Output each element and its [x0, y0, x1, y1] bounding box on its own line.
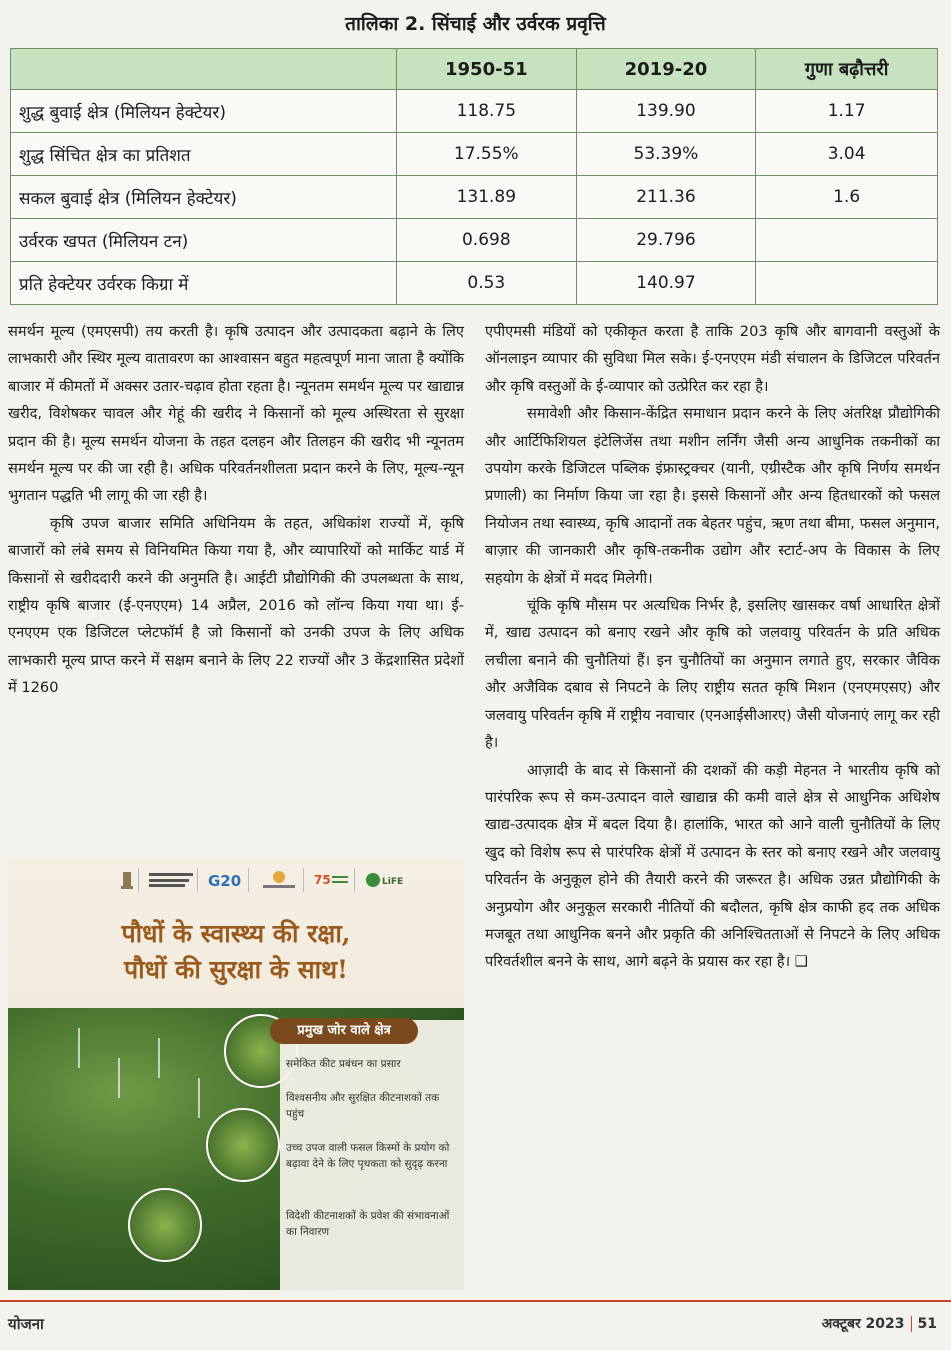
ad-title-line: पौधों की सुरक्षा के साथ!	[123, 955, 349, 984]
emblem-logo	[116, 868, 139, 892]
value-growth	[756, 262, 938, 305]
logo-strip	[116, 866, 404, 894]
sprinkler-icon	[158, 1038, 160, 1078]
value-2019: 140.97	[576, 262, 756, 305]
row-label: उर्वरक खपत (मिलियन टन)	[11, 219, 397, 262]
row-label: शुद्ध बुवाई क्षेत्र (मिलियन हेक्टेयर)	[11, 90, 397, 133]
table-row	[11, 262, 938, 305]
pest-on-plant-photo	[128, 1188, 202, 1262]
value-2019: 53.39%	[576, 133, 756, 176]
value-1950: 0.53	[397, 262, 577, 305]
focus-area-item: उच्च उपज वाली फसल किस्मों के प्रयोग को बढ़ावा देने के लिए पृथकता को सुदृढ़ करना	[286, 1142, 450, 1170]
footer-issue-info	[822, 1314, 937, 1333]
sprinkler-icon	[78, 1028, 80, 1068]
paragraph: कृषि उपज बाजार समिति अधिनियम के तहत, अधिकांश राज्यों में, कृषि बाजारों को लंबे समय से विनियमित किया गया है, और व्यापारियों को मार्किट यार्ड में किसानों से खरीददारी करने की अनुमति है। आईटी प्रौद्योगिकी की उपलब्धता के साथ, राष्ट्रीय कृषि बाजार (ई-एनएएम) 14 अप्रैल, 2016 को लॉन्च किया गया था। ई-एनएएम एक डिजिटल प्लेटफॉर्म है जो किसानों को उनकी उपज के लिए अधिक लाभकारी मूल्य प्राप्त करने में सक्षम बनाने के लिए 22 राज्यों और 3 केंद्रशासित प्रदेशों में 1260	[8, 514, 464, 697]
ad-title	[8, 916, 464, 988]
value-growth: 3.04	[756, 133, 938, 176]
value-2019: 211.36	[576, 176, 756, 219]
table-header-label	[11, 49, 397, 90]
left-column	[8, 318, 464, 702]
table-header-2019: 2019-20	[576, 49, 756, 90]
table-header-1950: 1950-51	[397, 49, 577, 90]
focus-area-item: विश्वसनीय और सुरक्षित कीटनाशकों तक पहुंच	[286, 1092, 440, 1120]
right-column	[485, 318, 940, 976]
table-row	[11, 133, 938, 176]
value-1950: 131.89	[397, 176, 577, 219]
g20-logo	[204, 868, 249, 892]
page-number: 51	[917, 1316, 937, 1332]
life-logo	[361, 868, 403, 892]
paragraph: समर्थन मूल्य (एमएसपी) तय करती है। कृषि उत्पादन और उत्पादकता बढ़ाने के लिए लाभकारी और स्थिर मूल्य वातावरण का आश्वासन बहुत महत्वपूर्ण माना जाता है क्योंकि बाजार में कीमतों में अक्सर उतार-चढ़ाव होता रहता है। न्यूनतम समर्थन मूल्य पर खाद्यान्न खरीद, विशेषकर चावल और गेहूं की खरीद ने किसानों को मूल्य अस्थिरता से सुरक्षा प्रदान की है। मूल्य समर्थन योजना के तहत दलहन और तिलहन की खरीद भी न्यूनतम समर्थन मूल्य पर की जा रही है। अधिक परिवर्तनशीलता प्रदान करने के लिए, मूल्य-न्यून भुगतान पद्धति भी लागू की जा रही है।	[8, 323, 464, 505]
footer-separator	[911, 1316, 912, 1332]
millets-logo	[255, 868, 304, 892]
issue-date: अक्टूबर 2023	[821, 1316, 905, 1332]
sprinkler-icon	[118, 1058, 120, 1098]
value-2019: 29.796	[576, 219, 756, 262]
value-1950: 118.75	[397, 90, 577, 133]
row-label: सकल बुवाई क्षेत्र (मिलियन हेक्टेयर)	[11, 176, 397, 219]
irrigation-fertilizer-table	[10, 48, 938, 305]
paragraph: चूंकि कृषि मौसम पर अत्यधिक निर्भर है, इसलिए खासकर वर्षा आधारित क्षेत्रों में, खाद्य उत्पादन को बनाए रखने और कृषि को जलवायु परिवर्तन के प्रति अधिक लचीला बनाने की चुनौतियां हैं। इन चुनौतियों का अनुमान लगाते हुए, सरकार जैविक और अजैविक दबाव से निपटने के लिए राष्ट्रीय सतत कृषि मिशन (एनएमएसए) और जलवायु परिवर्तन कृषि में राष्ट्रीय नवाचार (एनआईसीआरए) जैसी योजनाएं लागू कर रही है।	[485, 597, 940, 752]
value-growth	[756, 219, 938, 262]
table-row	[11, 176, 938, 219]
paragraph: आज़ादी के बाद से किसानों की दशकों की कड़ी मेहनत ने भारतीय कृषि को पारंपरिक रूप से कम-उत्पादन वाले खाद्यान्न की कमी वाले क्षेत्र से आधुनिक अधिशेष खाद्य-उत्पादक क्षेत्र में बदल दिया है। हालांकि, भारत को आने वाली चुनौतियों के लिए खुद को विशेष रूप से पारंपरिक क्षेत्रों में उत्पादन के स्तर को बनाए रखने और जलवायु परिवर्तन के अनुकूल होने की तैयारी करने की जरूरत है। अधिक उन्नत प्रौद्योगिकी के अनुप्रयोग और अनुकूल सरकारी नीतियों की बदौलत, कृषि क्षेत्र काफी हद तक अधिक मजबूत तथा आधुनिक बनने और प्रकृति की अनिश्चितताओं से निपटने के लिए अधिक परिवर्तशील बनने के साथ, आगे बढ़ने के प्रयास कर रहा है। ❑	[485, 761, 940, 971]
svg-text:G20: G20	[208, 872, 242, 890]
table-header-row	[11, 49, 938, 90]
table-title: तालिका 2. सिंचाई और उर्वरक प्रवृत्ति	[345, 13, 606, 35]
table-row	[11, 219, 938, 262]
table-row	[11, 90, 938, 133]
ad-title-line: पौधों के स्वास्थ्य की रक्षा,	[121, 919, 351, 948]
footer-divider	[0, 1300, 951, 1302]
value-2019: 139.90	[576, 90, 756, 133]
svg-text:LiFE: LiFE	[382, 877, 404, 887]
paragraph: एपीएमसी मंडियों को एकीकृत करता है ताकि 203 कृषि और बागवानी वस्तुओं के ऑनलाइन व्यापार की सुविधा मिल सके। ई-एनएएम मंडी संचालन के डिजिटल परिवर्तन और कृषि वस्तुओं के ई-व्यापार को उत्प्रेरित कर रहा है।	[485, 323, 940, 395]
row-label: प्रति हेक्टेयर उर्वरक किग्रा में	[11, 262, 397, 305]
value-growth: 1.6	[756, 176, 938, 219]
svg-text:75: 75	[314, 873, 331, 887]
focus-area-item: समेकित कीट प्रबंधन का प्रसार	[286, 1058, 401, 1070]
value-1950: 0.698	[397, 219, 577, 262]
value-1950: 17.55%	[397, 133, 577, 176]
sprinkler-icon	[198, 1078, 200, 1118]
table-header-growth: गुणा बढ़ौत्तरी	[756, 49, 938, 90]
focus-areas-heading: प्रमुख जोर वाले क्षेत्र	[270, 1018, 418, 1044]
leaf-beetle-photo	[206, 1108, 280, 1182]
ministry-logo	[145, 868, 198, 892]
azadi-amrit-mahotsav-logo	[310, 868, 355, 892]
focus-area-item: विदेशी कीटनाशकों के प्रवेश की संभावनाओं का निवारण	[286, 1210, 450, 1238]
paragraph: समावेशी और किसान-केंद्रित समाधान प्रदान करने के लिए अंतरिक्ष प्रौद्योगिकी और आर्टिफिशियल इंटेलिजेंस तथा मशीन लर्निंग जैसी अन्य आधुनिक तकनीकों का उपयोग करके डिजिटल पब्लिक इंफ्रास्ट्रक्चर (यानी, एग्रीस्टैक और कृषि निर्णय समर्थन प्रणाली) का निर्माण किया जा रहा है। इससे किसानों और अन्य हितधारकों को फसल नियोजन तथा स्वास्थ्य, कृषि आदानों तक बेहतर पहुंच, ऋण तथा बीमा, फसल अनुमान, बाज़ार की जानकारी और कृषि-तकनीक उद्योग और स्टार्ट-अप के विकास के लिए सहयोग के क्षेत्रों में मदद मिलेगी।	[485, 405, 940, 587]
value-growth: 1.17	[756, 90, 938, 133]
plant-protection-advertisement	[8, 858, 464, 1290]
magazine-name: योजना	[8, 1315, 44, 1333]
row-label: शुद्ध सिंचित क्षेत्र का प्रतिशत	[11, 133, 397, 176]
